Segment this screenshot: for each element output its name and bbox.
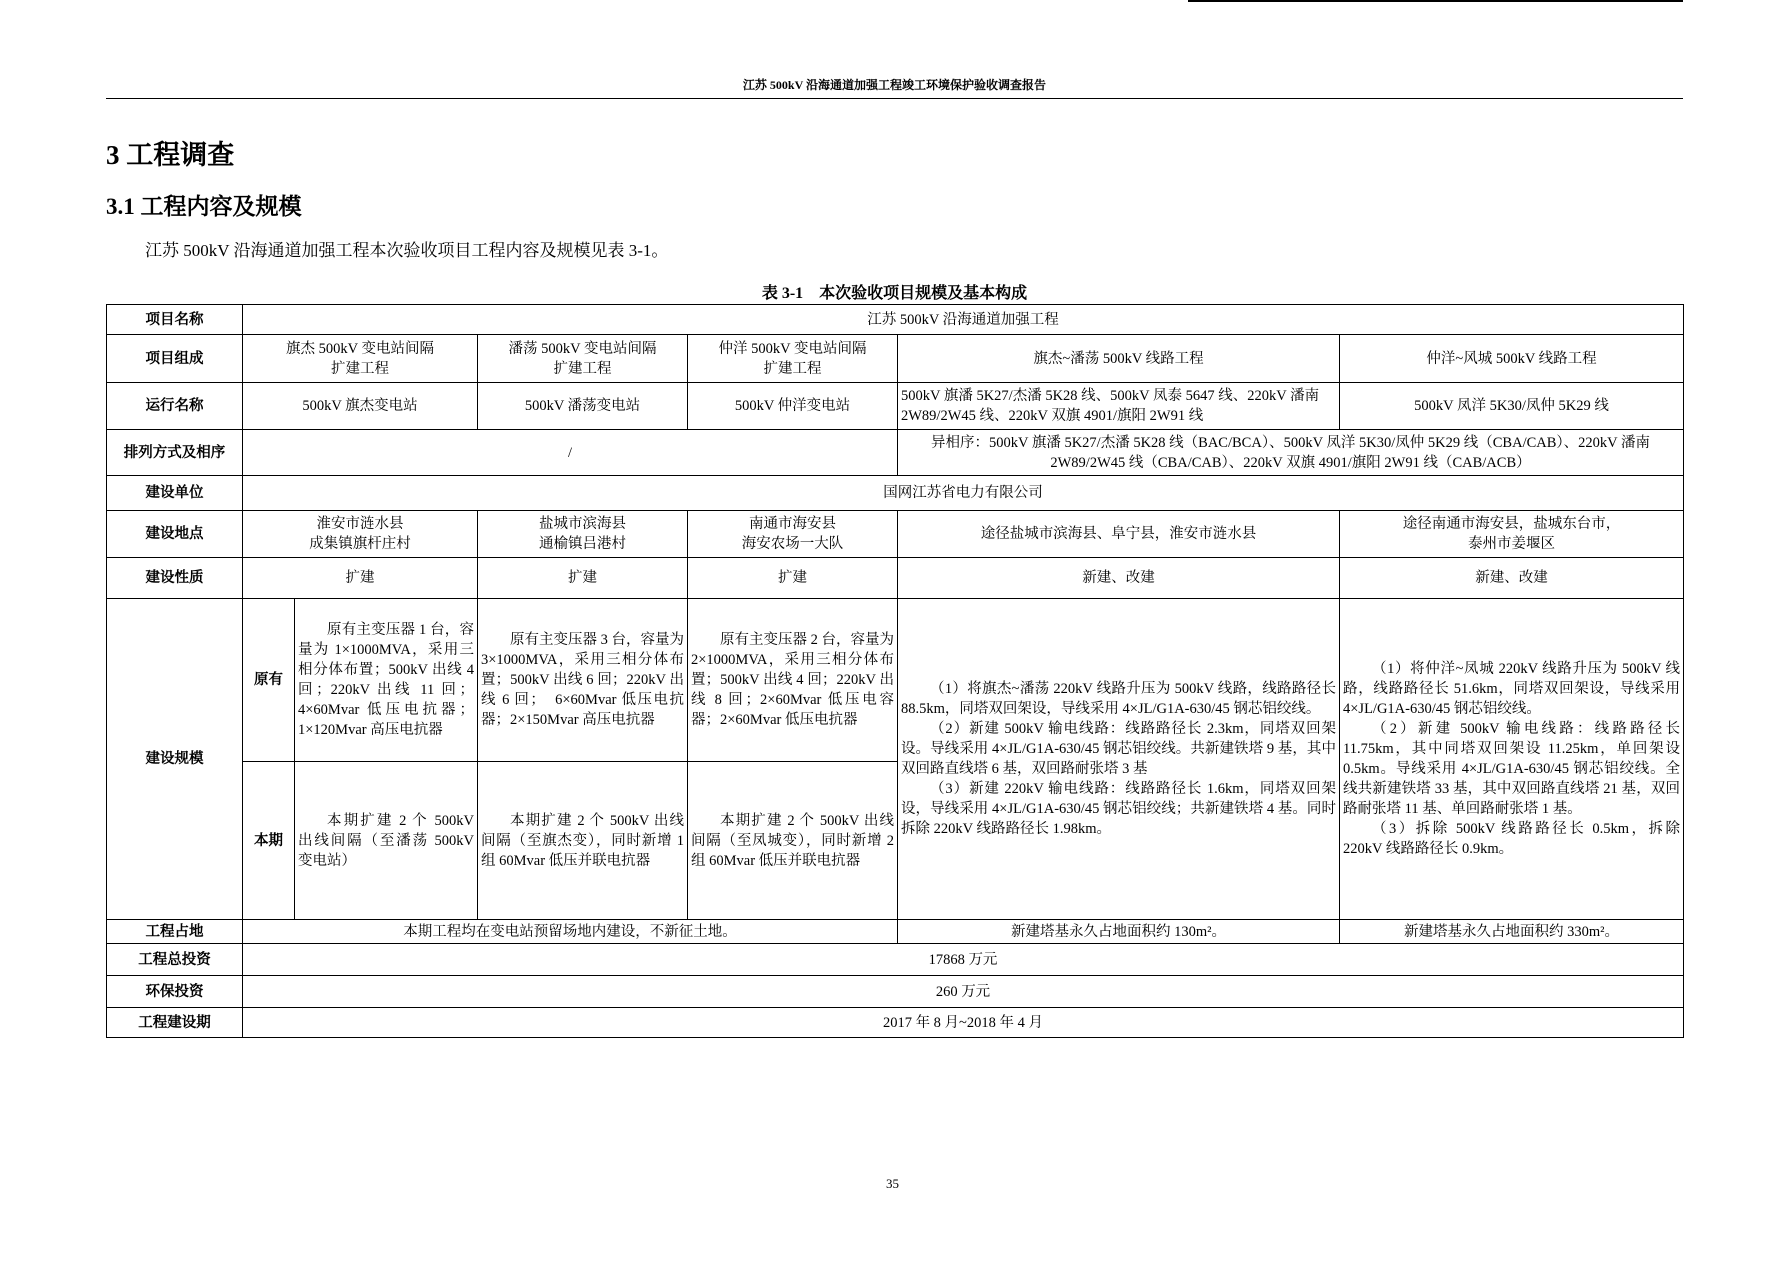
location-qijie [243, 511, 478, 558]
cell-text: 本期扩建 2 个 500kV 出线间隔（至潘荡 500kV 变电站） [298, 812, 474, 869]
nature-zhongyang: 扩建 [688, 558, 898, 599]
cell-line: 旗杰 500kV 变电站间隔 [286, 340, 434, 357]
page-number: 35 [886, 1176, 899, 1191]
cell-line: 海安农场一大队 [741, 536, 844, 552]
composition-qijie [243, 335, 478, 383]
cell-line: 仲洋 500kV 变电站间隔 [718, 340, 867, 357]
chapter-heading: 3 工程调查 [106, 140, 235, 170]
row-land [107, 920, 1684, 944]
row-scale-existing [107, 599, 1684, 762]
cell-text: 本期扩建 2 个 500kV 出线间隔（至凤城变），同时新增 2 组 60Mvar 低压并联电抗器 [691, 812, 894, 869]
row-operation [107, 383, 1684, 430]
scale-line4-item: （3）新建 220kV 输电线路：线路路径长 1.6km，同塔双回架设，导线采用 4×JL/G1A-630/45 钢芯铝绞线；共新建铁塔 4 基。同时拆除 220kV 线路路径长 1.98km。 [901, 781, 1336, 837]
cell-text: 本期扩建 2 个 500kV 出线间隔（至旗杰变），同时新增 1 组 60Mvar 低压并联电抗器 [481, 812, 684, 869]
composition-line-qijie-pandang: 旗杰~潘荡 500kV 线路工程 [898, 335, 1340, 383]
section-heading: 3.1 工程内容及规模 [106, 194, 302, 219]
land-line-qijie-pandang: 新建塔基永久占地面积约 130m²。 [898, 920, 1340, 944]
scale-line-zhongyang-fengcheng [1340, 599, 1684, 920]
scale-line5-item: （2）新建 500kV 输电线路：线路路径长 11.75km，其中同塔双回架设 11.25km，单回架设 0.5km。导线采用 4×JL/G1A-630/45 钢芯铝绞线。全线共新建铁塔 33 基，其中双回路直线塔 21 基，双回路耐张塔 11 基、单回路耐张塔 1 基。 [1343, 721, 1680, 817]
label-nature: 建设性质 [107, 558, 243, 599]
label-unit: 建设单位 [107, 476, 243, 511]
cell-line: 通榆镇吕港村 [539, 536, 626, 552]
cell-line: 扩建工程 [553, 360, 612, 377]
top-rule [1188, 0, 1683, 2]
running-header: 江苏 500kV 沿海通道加强工程竣工环境保护验收调查报告 [742, 78, 1047, 92]
cell-line: 盐城市滨海县 [539, 516, 626, 532]
value-env-investment: 260 万元 [243, 976, 1684, 1008]
scale-existing-zhongyang [688, 599, 898, 762]
scale-existing-qijie [295, 599, 478, 762]
row-investment [107, 944, 1684, 976]
table-caption: 表 3-1 本次验收项目规模及基本构成 [761, 285, 1028, 302]
label-composition: 项目组成 [107, 335, 243, 383]
cell-text: 原有主变压器 3 台，容量为 3×1000MVA，采用三相分体布置；500kV 出线 6 回；220kV 出线 6 回； 6×60Mvar 低压电抗器；2×150Mvar 高压电抗器 [481, 632, 684, 728]
row-nature [107, 558, 1684, 599]
value-project-name: 江苏 500kV 沿海通道加强工程 [243, 305, 1684, 335]
operation-qijie: 500kV 旗杰变电站 [243, 383, 478, 430]
arrangement-lines: 异相序：500kV 旗潘 5K27/杰潘 5K28 线（BAC/BCA）、500kV 凤洋 5K30/凤仲 5K29 线（CBA/CAB）、220kV 潘南 2W89/2W45 线（CBA/CAB）、220kV 双旗 4901/旗阳 2W91 线（CAB/ACB） [898, 430, 1684, 476]
cell-text: 原有主变压器 1 台，容量为 1×1000MVA，采用三相分体布置；500kV 出线 4 回；220kV 出线 11 回；4×60Mvar 低压电抗器；1×120Mvar 高压电抗器 [298, 622, 474, 738]
row-unit [107, 476, 1684, 511]
row-period [107, 1008, 1684, 1038]
scale-existing-pandang [478, 599, 688, 762]
composition-zhongyang [688, 335, 898, 383]
sublabel-existing: 原有 [243, 599, 295, 762]
operation-line-zhongyang-fengcheng: 500kV 凤洋 5K30/凤仲 5K29 线 [1340, 383, 1684, 430]
intro-paragraph: 江苏 500kV 沿海通道加强工程本次验收项目工程内容及规模见表 3-1。 [145, 241, 669, 260]
label-location: 建设地点 [107, 511, 243, 558]
location-line-qijie-pandang: 途径盐城市滨海县、阜宁县，淮安市涟水县 [898, 511, 1340, 558]
cell-line: 途径南通市海安县，盐城东台市， [1402, 516, 1621, 532]
scale-current-qijie [295, 762, 478, 920]
scale-line5-item: （3）拆除 500kV 线路路径长 0.5km，拆除 220kV 线路路径长 0.9km。 [1343, 821, 1680, 857]
location-line-zhongyang-fengcheng [1340, 511, 1684, 558]
location-pandang [478, 511, 688, 558]
scale-line-qijie-pandang [898, 599, 1340, 920]
land-substations: 本期工程均在变电站预留场地内建设，不新征土地。 [243, 920, 898, 944]
nature-line-qijie-pandang: 新建、改建 [898, 558, 1340, 599]
scale-current-zhongyang [688, 762, 898, 920]
cell-text: 原有主变压器 2 台，容量为 2×1000MVA，采用三相分体布置；500kV 出线 4 回；220kV 出线 8 回；2×60Mvar 低压电容器；2×60Mvar 低压电抗器 [691, 632, 894, 728]
cell-line: 扩建工程 [763, 360, 822, 377]
value-period: 2017 年 8 月~2018 年 4 月 [243, 1008, 1684, 1038]
location-zhongyang [688, 511, 898, 558]
row-arrangement [107, 430, 1684, 476]
project-scale-table [106, 304, 1684, 1038]
nature-line-zhongyang-fengcheng: 新建、改建 [1340, 558, 1684, 599]
label-operation: 运行名称 [107, 383, 243, 430]
cell-line: 南通市海安县 [749, 516, 836, 532]
scale-line4-item: （2）新建 500kV 输电线路：线路路径长 2.3km，同塔双回架设。导线采用 4×JL/G1A-630/45 钢芯铝绞线。共新建铁塔 9 基，其中双回路直线塔 6 基，双回路耐张塔 3 基 [901, 721, 1336, 777]
row-project-name [107, 305, 1684, 335]
label-investment: 工程总投资 [107, 944, 243, 976]
value-investment: 17868 万元 [243, 944, 1684, 976]
nature-pandang: 扩建 [478, 558, 688, 599]
label-arrangement: 排列方式及相序 [107, 430, 243, 476]
row-env-investment [107, 976, 1684, 1008]
scale-current-pandang [478, 762, 688, 920]
operation-pandang: 500kV 潘荡变电站 [478, 383, 688, 430]
cell-line: 泰州市姜堰区 [1468, 536, 1555, 552]
label-land: 工程占地 [107, 920, 243, 944]
label-project-name: 项目名称 [107, 305, 243, 335]
value-unit: 国网江苏省电力有限公司 [243, 476, 1684, 511]
scale-line4-item: （1）将旗杰~潘荡 220kV 线路升压为 500kV 线路，线路路径长 88.5km，同塔双回架设，导线采用 4×JL/G1A-630/45 钢芯铝绞线。 [901, 681, 1336, 717]
label-scale: 建设规模 [107, 599, 243, 920]
cell-line: 淮安市涟水县 [316, 516, 404, 532]
arrangement-substations: / [243, 430, 898, 476]
cell-line: 潘荡 500kV 变电站间隔 [508, 340, 657, 357]
operation-line-qijie-pandang: 500kV 旗潘 5K27/杰潘 5K28 线、500kV 凤泰 5647 线、220kV 潘南 2W89/2W45 线、220kV 双旗 4901/旗阳 2W91 线 [898, 383, 1340, 430]
composition-pandang [478, 335, 688, 383]
composition-line-zhongyang-fengcheng: 仲洋~风城 500kV 线路工程 [1340, 335, 1684, 383]
cell-line: 成集镇旗杆庄村 [309, 536, 411, 552]
row-composition [107, 335, 1684, 383]
land-line-zhongyang-fengcheng: 新建塔基永久占地面积约 330m²。 [1340, 920, 1684, 944]
header-rule [106, 98, 1683, 99]
operation-zhongyang: 500kV 仲洋变电站 [688, 383, 898, 430]
sublabel-current: 本期 [243, 762, 295, 920]
label-period: 工程建设期 [107, 1008, 243, 1038]
row-location [107, 511, 1684, 558]
cell-line: 扩建工程 [331, 360, 389, 377]
label-env-investment: 环保投资 [107, 976, 243, 1008]
scale-line5-item: （1）将仲洋~凤城 220kV 线路升压为 500kV 线路，线路路径长 51.6km，同塔双回架设，导线采用 4×JL/G1A-630/45 钢芯铝绞线。 [1343, 661, 1680, 717]
nature-qijie: 扩建 [243, 558, 478, 599]
